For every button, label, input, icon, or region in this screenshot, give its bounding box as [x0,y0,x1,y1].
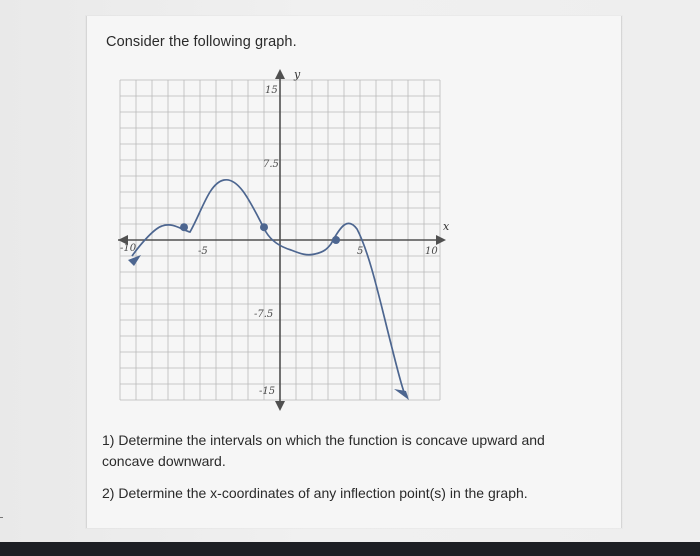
x-axis-arrow-right [436,235,446,245]
tick-y-top: 15 [265,85,278,96]
function-curve [132,180,404,392]
tick-y-mid-neg: -7.5 [254,309,274,320]
graph [110,66,460,416]
y-axis-arrow-down [275,401,285,411]
tick-x-right: 10 [425,246,438,257]
question-intro: Consider the following graph. [106,34,297,50]
x-axis-label: x [443,220,450,233]
closed-point [260,223,268,231]
y-axis-label: y [294,68,301,81]
task-1: 1) Determine the intervals on which the function is concave upward and concave downward. [102,432,545,469]
task-2: 2) Determine the x-coordinates of any inflection point(s) in the graph. [102,485,528,501]
edge-mark [0,517,3,518]
tick-x-mid-pos: 5 [357,246,364,257]
bottom-bar [0,542,700,556]
tick-y-bottom: -15 [259,386,276,397]
curve-arrow-left [128,255,141,266]
closed-points [180,223,340,244]
tick-x-left: -10 [120,243,137,254]
graph-canvas [110,66,460,416]
tick-y-mid-pos: 7.5 [263,159,279,170]
closed-point [332,236,340,244]
tick-x-mid-neg: -5 [198,246,208,257]
closed-point [180,223,188,231]
y-axis-arrow-up [275,69,285,79]
curve-arrow-right [394,389,409,400]
